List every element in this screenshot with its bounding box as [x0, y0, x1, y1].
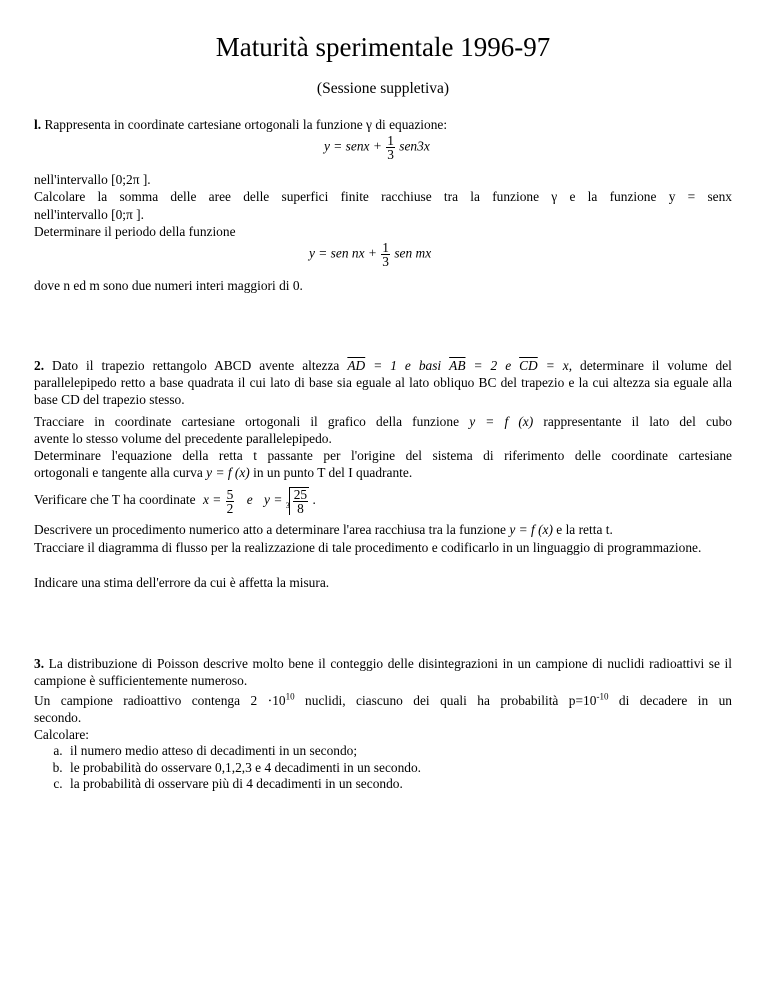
problem-3-calc: Calcolare:	[34, 727, 90, 742]
function-f-3: y = f (x)	[509, 522, 553, 537]
bases-word: e basi	[404, 358, 442, 373]
problem-2-line-3b	[34, 465, 732, 482]
equation-1-rhs: sen3x	[399, 138, 430, 154]
problem-2-verify	[34, 487, 732, 515]
point-x: x =	[202, 492, 222, 508]
problem-3-line-2c: di decadere in un	[618, 693, 732, 708]
list-item: c. la probabilità di osservare più di 4 decadimenti in un secondo.	[66, 776, 732, 793]
period: .	[312, 492, 316, 508]
verify-text: Verificare che T ha coordinate	[34, 492, 196, 508]
problem-2-line-3c: in un punto T del I quadrante.	[253, 465, 413, 480]
segment-ab-value: = 2	[473, 358, 498, 373]
problem-1-line-4: dove n ed m sono due numeri interi maggiori di 0.	[34, 278, 303, 293]
problem-2-line-7: Indicare una stima dell'errore da cui è affetta la misura.	[34, 575, 330, 590]
segment-ab: $\overline{AB}$	[449, 358, 466, 373]
equation-1	[324, 134, 430, 161]
equation-1-lhs: y = senx +	[324, 138, 382, 154]
problem-3-number: 3.	[34, 656, 45, 671]
problem-1-interval-1: nell'intervallo [0;2π ].	[34, 172, 151, 187]
equation-2-fraction: $\frac{1}{3}$	[382, 240, 389, 269]
problem-3-line-2a: Un campione radioattivo contenga	[34, 693, 241, 708]
problem-1-number: l.	[34, 117, 42, 132]
problem-2-line-2	[34, 414, 732, 431]
point-y: y =	[264, 492, 283, 508]
problem-3-line-2d: secondo.	[34, 710, 82, 725]
problem-2-intro-b: , determinare il volume del	[568, 358, 732, 373]
page-subtitle: (Sessione suppletiva)	[316, 80, 450, 97]
segment-cd: $\overline{CD}$	[519, 358, 538, 373]
problem-1-text: Rappresenta in coordinate cartesiane ortogonali la funzione γ di equazione:	[44, 117, 448, 132]
problem-1-line-3: Determinare il periodo della funzione	[34, 224, 236, 239]
segment-cd-value: = x	[545, 358, 569, 373]
equation-1-fraction: $\frac{1}{3}$	[387, 133, 394, 162]
problem-2-line-5b: e la retta t.	[556, 522, 613, 537]
function-f-2: y = f (x)	[206, 465, 250, 480]
segment-ad-value: = 1	[373, 358, 397, 373]
problem-3-text: La distribuzione di Poisson descrive molto bene il conteggio delle disintegrazioni in un campione di nuclidi radioattivi se il campione è sufficientemente numeroso.	[34, 656, 732, 688]
problem-2-line-3: Determinare l'equazione della retta t passante per l'origine del sistema di riferimento delle coordinate cartesiane	[34, 448, 732, 463]
function-f: y = f (x)	[469, 414, 534, 429]
problem-3-intro	[34, 656, 732, 689]
sample-size-exponent: 10	[285, 691, 295, 702]
problem-2-line-2b: rappresentante il lato del cubo	[543, 414, 732, 429]
page-title: Maturità sperimentale 1996-97	[215, 32, 551, 62]
cube-root: $_3$ $\frac{25}{8}$	[285, 487, 308, 516]
problem-1-line-2: Calcolare la somma delle aree delle superfici finite racchiuse tra la funzione γ e la funzione y = senx	[34, 189, 732, 204]
sample-size: 2 ⋅10	[250, 693, 286, 708]
and-word: e	[505, 358, 512, 373]
problem-1-interval-2: nell'intervallo [0;π ].	[34, 207, 144, 222]
problem-3-line-2	[34, 693, 732, 710]
segment-ad: $\overline{AD}$	[347, 358, 366, 373]
problem-1-intro	[34, 117, 732, 134]
problem-2-line-5	[34, 522, 732, 539]
problem-2-line-2a: Tracciare in coordinate cartesiane ortogonali il grafico della funzione	[34, 414, 460, 429]
problem-2-line-6: Tracciare il diagramma di flusso per la realizzazione di tale procedimento e codificarlo in un linguaggio di programmazione.	[34, 540, 702, 555]
problem-2-line-3b-text: ortogonali e tangente alla curva	[34, 465, 203, 480]
point-x-fraction: $\frac{5}{2}$	[226, 486, 234, 516]
problem-2-line-5a: Descrivere un procedimento numerico atto a determinare l'area racchiusa tra la funzione	[34, 522, 506, 537]
probability-exponent: -10	[596, 691, 609, 702]
problem-2-number: 2.	[34, 358, 45, 373]
problem-2-line-2c: avente lo stesso volume del precedente parallelepipedo.	[34, 431, 332, 446]
problem-2-intro	[34, 358, 732, 375]
problem-2-intro-c: parallelepipedo retto a base quadrata il cui lato di base sia eguale al lato obliquo BC del trapezio e la cui altezza sia eguale alla base CD del trapezio stesso.	[34, 375, 732, 407]
problem-3-line-2b: nuclidi, ciascuno dei quali ha probabilità p=10	[305, 693, 597, 708]
list-item: a. il numero medio atteso di decadimenti in un secondo;	[66, 743, 732, 760]
problem-2-intro-a: Dato il trapezio rettangolo ABCD avente altezza	[52, 358, 340, 373]
equation-2-rhs: sen mx	[394, 245, 432, 261]
equation-2-lhs: y = sen nx +	[309, 245, 377, 261]
equation-2	[309, 241, 431, 268]
list-item: b. le probabilità do osservare 0,1,2,3 e 4 decadimenti in un secondo.	[66, 760, 732, 777]
and-word-2: e	[246, 492, 253, 508]
problem-3-list	[34, 743, 732, 793]
